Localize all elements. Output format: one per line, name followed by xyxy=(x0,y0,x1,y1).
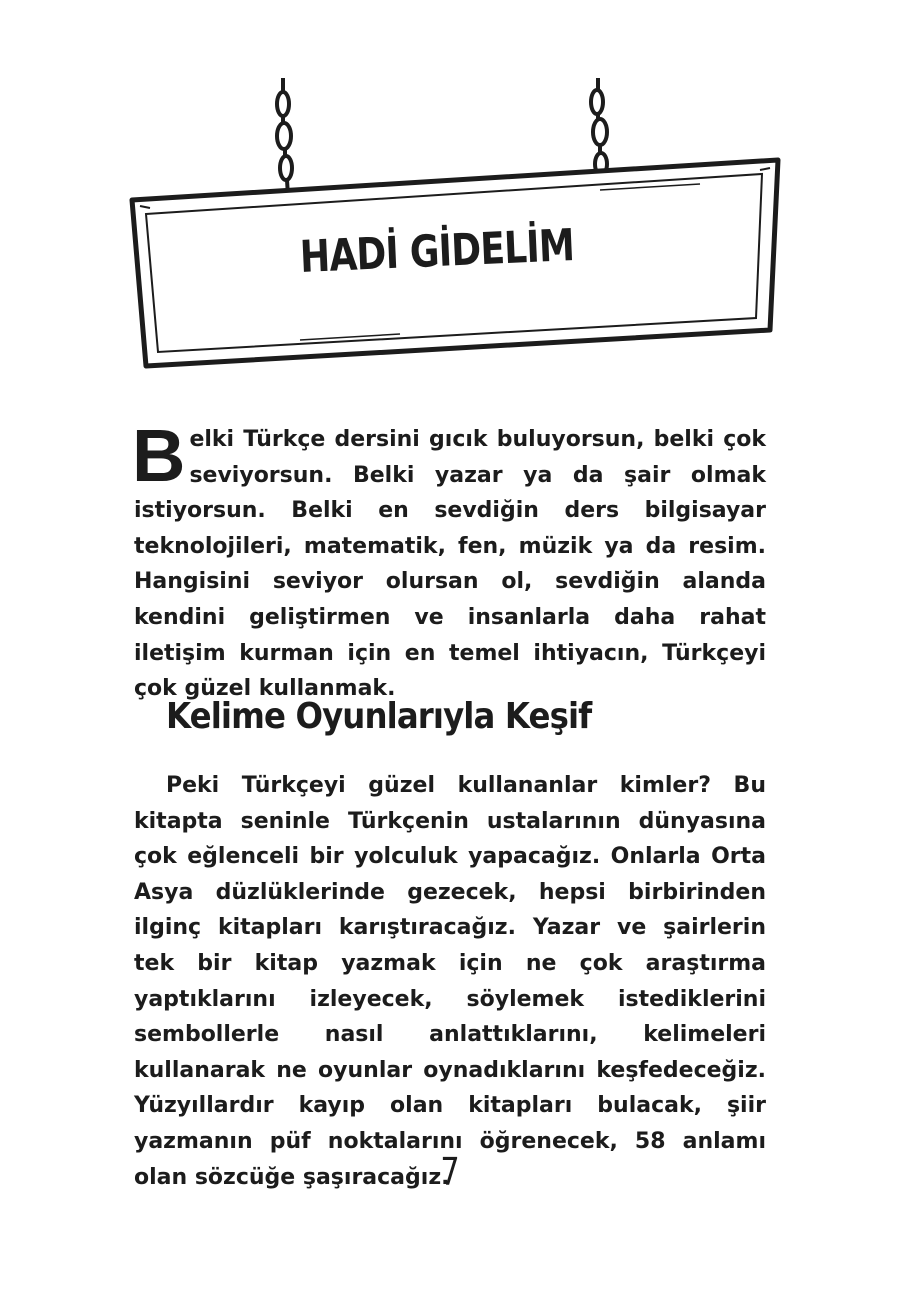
intro-paragraph xyxy=(132,414,766,707)
left-chain-icon xyxy=(277,78,293,202)
page-number: 7 xyxy=(440,1150,460,1194)
hanging-sign xyxy=(0,0,900,380)
section-paragraph: Peki Türkçeyi güzel kullananlar kimler? Bu kitapta seninle Türkçenin ustalarının dünyasına çok eğlenceli bir yolculuk yapacağız. Onlarla Orta Asya düzlüklerinde gezecek, hepsi birbirinden ilginç kitapları karıştıracağız. Yazar ve şairlerin tek bir kitap yazmak için ne çok araştırma yaptıklarını izleyecek, söylemek istediklerini sembollerle nasıl anlattıklarını, kelimeleri kullanarak ne oyunlar oynadıklarını keşfedeceğiz. Yüzyıllardır kayıp olan kitapları bulacak, şiir yazmanın püf noktalarını öğrenecek, 58 anlamı olan sözcüğe şaşıracağız. xyxy=(134,773,766,1190)
hanging-sign-illustration xyxy=(0,0,900,380)
sign-title: HADİ GİDELİM xyxy=(298,220,576,283)
drop-cap: B xyxy=(132,414,186,497)
section-heading: Kelime Oyunlarıyla Keşif xyxy=(166,696,592,737)
intro-text: elki Türkçe dersini gıcık buluyorsun, belki çok seviyorsun. Belki yazar ya da şair olmak istiyorsun. Belki en sevdiğin ders bilgisayar teknolojileri, matematik, fen, müzik ya da resim. Hangisini seviyor olursan ol, sevdiğin alanda kendini geliştirmen ve insanlarla daha rahat iletişim kurman için en temel ihtiyacın, Türkçeyi çok güzel kullanmak. xyxy=(134,427,766,702)
